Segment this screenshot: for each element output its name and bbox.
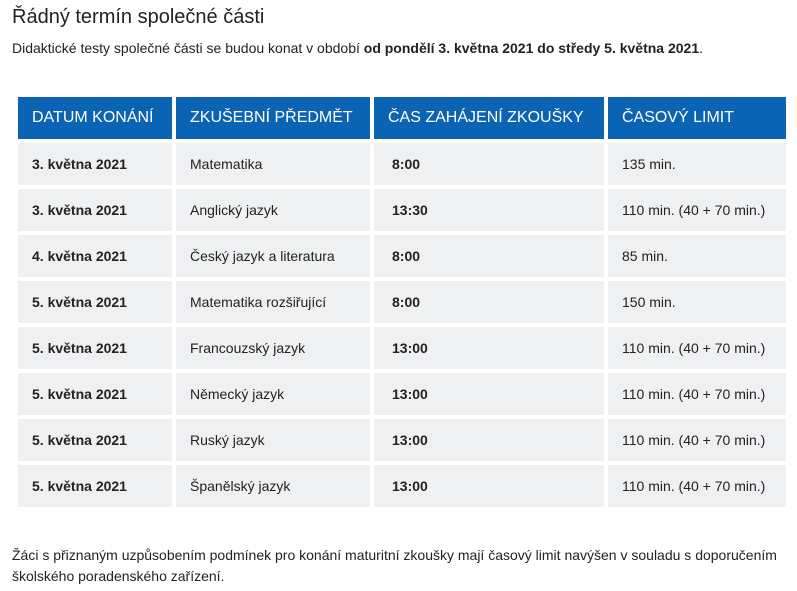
table-header-row xyxy=(18,97,786,139)
cell-date: 5. května 2021 xyxy=(18,419,172,461)
table-row xyxy=(18,189,786,231)
column-header-subject: ZKUŠEBNÍ PŘEDMĚT xyxy=(176,97,370,139)
cell-time-limit: 85 min. xyxy=(608,235,786,277)
cell-start-time: 13:30 xyxy=(374,189,604,231)
cell-subject: Matematika rozšiřující xyxy=(176,281,370,323)
table-row xyxy=(18,465,786,507)
cell-start-time: 8:00 xyxy=(374,281,604,323)
cell-start-time: 8:00 xyxy=(374,143,604,185)
intro-text: Didaktické testy společné části se budou konat v období xyxy=(12,40,364,56)
cell-time-limit: 110 min. (40 + 70 min.) xyxy=(608,189,786,231)
column-header-start-time: ČAS ZAHÁJENÍ ZKOUŠKY xyxy=(374,97,604,139)
page-title: Řádný termín společné části xyxy=(12,6,265,28)
cell-subject: Český jazyk a literatura xyxy=(176,235,370,277)
cell-date: 4. května 2021 xyxy=(18,235,172,277)
cell-date: 5. května 2021 xyxy=(18,465,172,507)
cell-subject: Německý jazyk xyxy=(176,373,370,415)
table-row xyxy=(18,419,786,461)
cell-subject: Francouzský jazyk xyxy=(176,327,370,369)
column-header-date: DATUM KONÁNÍ xyxy=(18,97,172,139)
cell-date: 5. května 2021 xyxy=(18,373,172,415)
column-header-time-limit: ČASOVÝ LIMIT xyxy=(608,97,786,139)
intro-date-range: od pondělí 3. května 2021 do středy 5. května 2021 xyxy=(363,40,700,56)
cell-subject: Matematika xyxy=(176,143,370,185)
exam-schedule-table xyxy=(14,93,790,511)
cell-time-limit: 110 min. (40 + 70 min.) xyxy=(608,419,786,461)
table-row xyxy=(18,235,786,277)
cell-start-time: 8:00 xyxy=(374,235,604,277)
cell-subject: Ruský jazyk xyxy=(176,419,370,461)
cell-subject: Anglický jazyk xyxy=(176,189,370,231)
cell-subject: Španělský jazyk xyxy=(176,465,370,507)
table-row xyxy=(18,281,786,323)
cell-start-time: 13:00 xyxy=(374,373,604,415)
cell-time-limit: 110 min. (40 + 70 min.) xyxy=(608,327,786,369)
cell-start-time: 13:00 xyxy=(374,465,604,507)
cell-time-limit: 135 min. xyxy=(608,143,786,185)
cell-time-limit: 110 min. (40 + 70 min.) xyxy=(608,465,786,507)
cell-time-limit: 110 min. (40 + 70 min.) xyxy=(608,373,786,415)
cell-date: 3. května 2021 xyxy=(18,143,172,185)
cell-date: 3. května 2021 xyxy=(18,189,172,231)
intro-paragraph xyxy=(12,38,703,58)
cell-time-limit: 150 min. xyxy=(608,281,786,323)
cell-start-time: 13:00 xyxy=(374,419,604,461)
table-row xyxy=(18,143,786,185)
table-row xyxy=(18,327,786,369)
footnote: Žáci s přiznaným uzpůsobením podmínek pro konání maturitní zkoušky mají časový limit navýšen v souladu s doporučením školského poradenského zařízení. xyxy=(12,547,777,584)
cell-date: 5. května 2021 xyxy=(18,327,172,369)
table-row xyxy=(18,373,786,415)
intro-period: . xyxy=(699,40,704,56)
cell-date: 5. května 2021 xyxy=(18,281,172,323)
cell-start-time: 13:00 xyxy=(374,327,604,369)
